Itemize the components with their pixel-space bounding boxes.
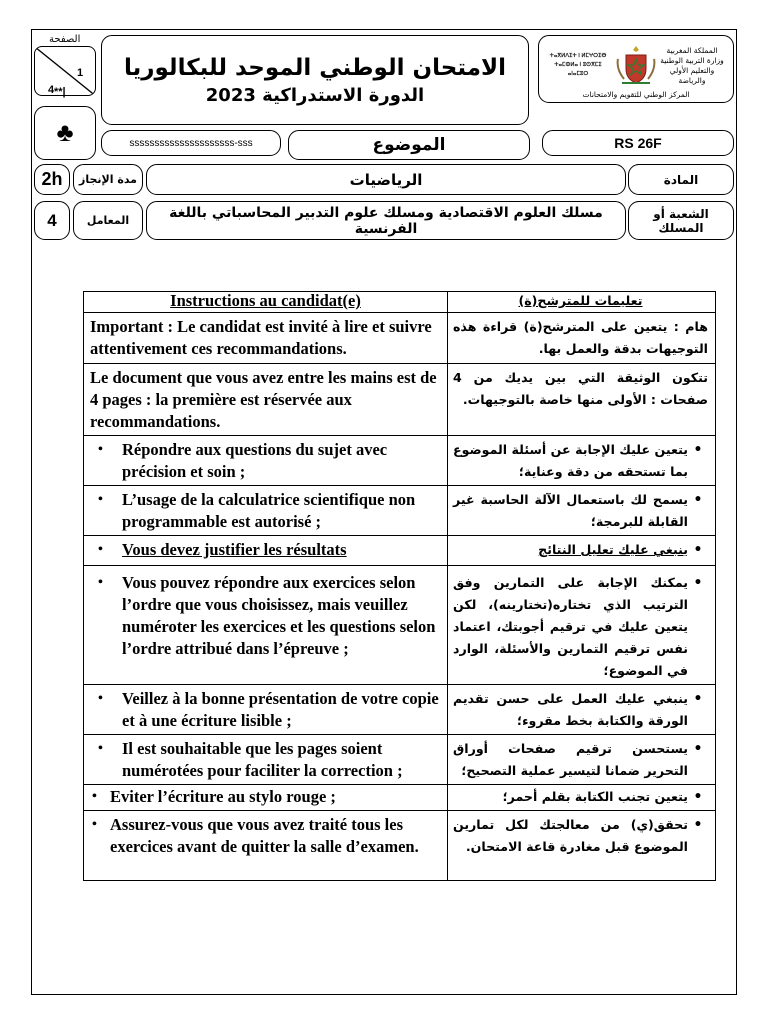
bullet-icon: • [693, 492, 703, 508]
page-label: الصفحة [49, 34, 81, 45]
exam-page [31, 29, 737, 995]
instruction-fr: Assurez-vous que vous avez traité tous les exercices avant de quitter la salle d’examen. [110, 815, 419, 856]
instruction-ar: يتعين عليك الإجابة عن أسئلة الموضوع بما تستحقه من دقة وعناية؛ [453, 442, 688, 479]
table-row [84, 364, 716, 436]
exam-session: الدورة الاستدراكية 2023 [205, 84, 425, 106]
instruction-ar: ينبغي عليك تعليل النتائج [538, 542, 688, 557]
track-label: الشعبة أو المسلك [628, 201, 734, 240]
track-name: مسلك العلوم الاقتصادية ومسلك علوم التدبير المحاسباتي باللغة الفرنسية [146, 201, 626, 240]
instruction-fr: Il est souhaitable que les pages soient numérotées pour faciliter la correction ; [122, 739, 403, 780]
ministry-name-ar: المملكة المغربية وزارة التربية الوطنية والتعليم الأولي والرياضة [660, 46, 724, 85]
instruction-ar: يسمح لك باستعمال الآلة الحاسبة غير القابلة للبرمجة؛ [453, 492, 688, 529]
table-row [84, 735, 716, 785]
bullet-icon: • [98, 741, 103, 756]
instruction-ar: يتعين تجنب الكتابة بقلم أحمر؛ [502, 789, 688, 804]
club-suit-icon: ♣ [34, 106, 96, 160]
table-row [84, 436, 716, 486]
table-header-row [84, 292, 716, 313]
instruction-ar: يمكنك الإجابة على التمارين وفق الترتيب الذي تختاره(تختارينه)، لكن يتعين عليك في ترقيم أجوبتك، اعتماد نفس ترقيم التمارين والأسئلة، الوارد في الموضوع؛ [453, 575, 688, 678]
header-ar: تعليمات للمترشح(ة) [448, 292, 716, 313]
ministry-tifinagh: ⵜⴰⴳⵍⴷⵉⵜ ⵏ ⵍⵎⵖⵔⵉⴱ ⵜⴰⵎⵀⵍⴰ ⵏ ⵓⵙⴳⵎⵉ ⴰⵏⴰⵎⵓⵔ [549, 53, 607, 77]
document-fr: Le document que vous avez entre les mains est de 4 pages : la première est réservée aux recommandations. [84, 364, 448, 436]
page-mark: **| [54, 86, 66, 98]
instruction-fr: L’usage de la calculatrice scientifique non programmable est autorisé ; [122, 490, 416, 531]
subject-field-label: المادة [628, 164, 734, 195]
bullet-icon: • [693, 575, 703, 591]
bullet-icon: • [98, 542, 103, 557]
subject-label-box: الموضوع [288, 130, 530, 160]
coat-of-arms-icon [614, 43, 658, 89]
instruction-ar: يستحسن ترقيم صفحات أوراق التحرير ضمانا لتيسير عملية التصحيح؛ [453, 741, 688, 778]
bullet-icon: • [92, 817, 97, 832]
duration-value: 2h [34, 164, 70, 195]
coefficient-value: 4 [34, 201, 70, 240]
bullet-icon: • [98, 575, 103, 590]
table-row [84, 566, 716, 685]
instruction-fr: Vous pouvez répondre aux exercices selon l’ordre que vous choisissez, mais veuillez numéroter les exercices et les questions selon l’ordre attribué dans l’épreuve ; [122, 573, 436, 658]
ministry-logo-box [538, 35, 734, 103]
table-row [84, 313, 716, 364]
bullet-icon: • [92, 789, 97, 804]
page-total: 4 [48, 84, 55, 96]
bullet-icon: • [693, 817, 703, 833]
bullet-icon: • [98, 442, 103, 457]
exam-title: الامتحان الوطني الموحد للبكالوريا [124, 54, 506, 81]
instruction-fr: Eviter l’écriture au stylo rouge ; [110, 787, 336, 806]
table-row [84, 811, 716, 881]
important-fr: Important : Le candidat est invité à lire et suivre attentivement ces recommandations. [84, 313, 448, 364]
instruction-fr: Répondre aux questions du sujet avec précision et soin ; [122, 440, 388, 481]
instruction-fr: Veillez à la bonne présentation de votre copie et à une écriture lisible ; [122, 689, 439, 730]
document-ar: تتكون الوثيقة التي بين يديك من 4 صفحات : الأولى منها خاصة بالتوجيهات. [448, 364, 716, 436]
instruction-ar: تحقق(ي) من معالجتك لكل تمارين الموضوع قبل مغادرة قاعة الامتحان. [453, 817, 688, 854]
coefficient-label: المعامل [73, 201, 143, 240]
exam-title-box [101, 35, 529, 125]
instruction-ar: ينبغي عليك العمل على حسن تقديم الورقة والكتابة بخط مقروء؛ [453, 691, 688, 728]
page-current: 1 [77, 67, 84, 79]
header-fr: Instructions au candidat(e) [84, 292, 448, 313]
exam-code-box: sssssssssssssssssssss-sss [101, 130, 281, 156]
bullet-icon: • [693, 741, 703, 757]
table-row [84, 486, 716, 536]
table-row [84, 685, 716, 735]
bullet-icon: • [693, 789, 703, 805]
bullet-icon: • [98, 691, 103, 706]
subject-name: الرياضيات [146, 164, 626, 195]
table-row [84, 785, 716, 811]
bullet-icon: • [693, 542, 703, 558]
instruction-fr: Vous devez justifier les résultats [122, 540, 347, 559]
instructions-table [83, 291, 716, 881]
rs-code-box: RS 26F [542, 130, 734, 156]
bullet-icon: • [98, 492, 103, 507]
duration-label: مدة الإنجاز [73, 164, 143, 195]
bullet-icon: • [693, 442, 703, 458]
bullet-icon: • [693, 691, 703, 707]
table-row [84, 536, 716, 566]
important-ar: هام : يتعين على المترشح(ة) قراءة هذه التوجيهات بدقة والعمل بها. [448, 313, 716, 364]
center-name: المركز الوطني للتقويم والامتحانات [582, 90, 690, 99]
